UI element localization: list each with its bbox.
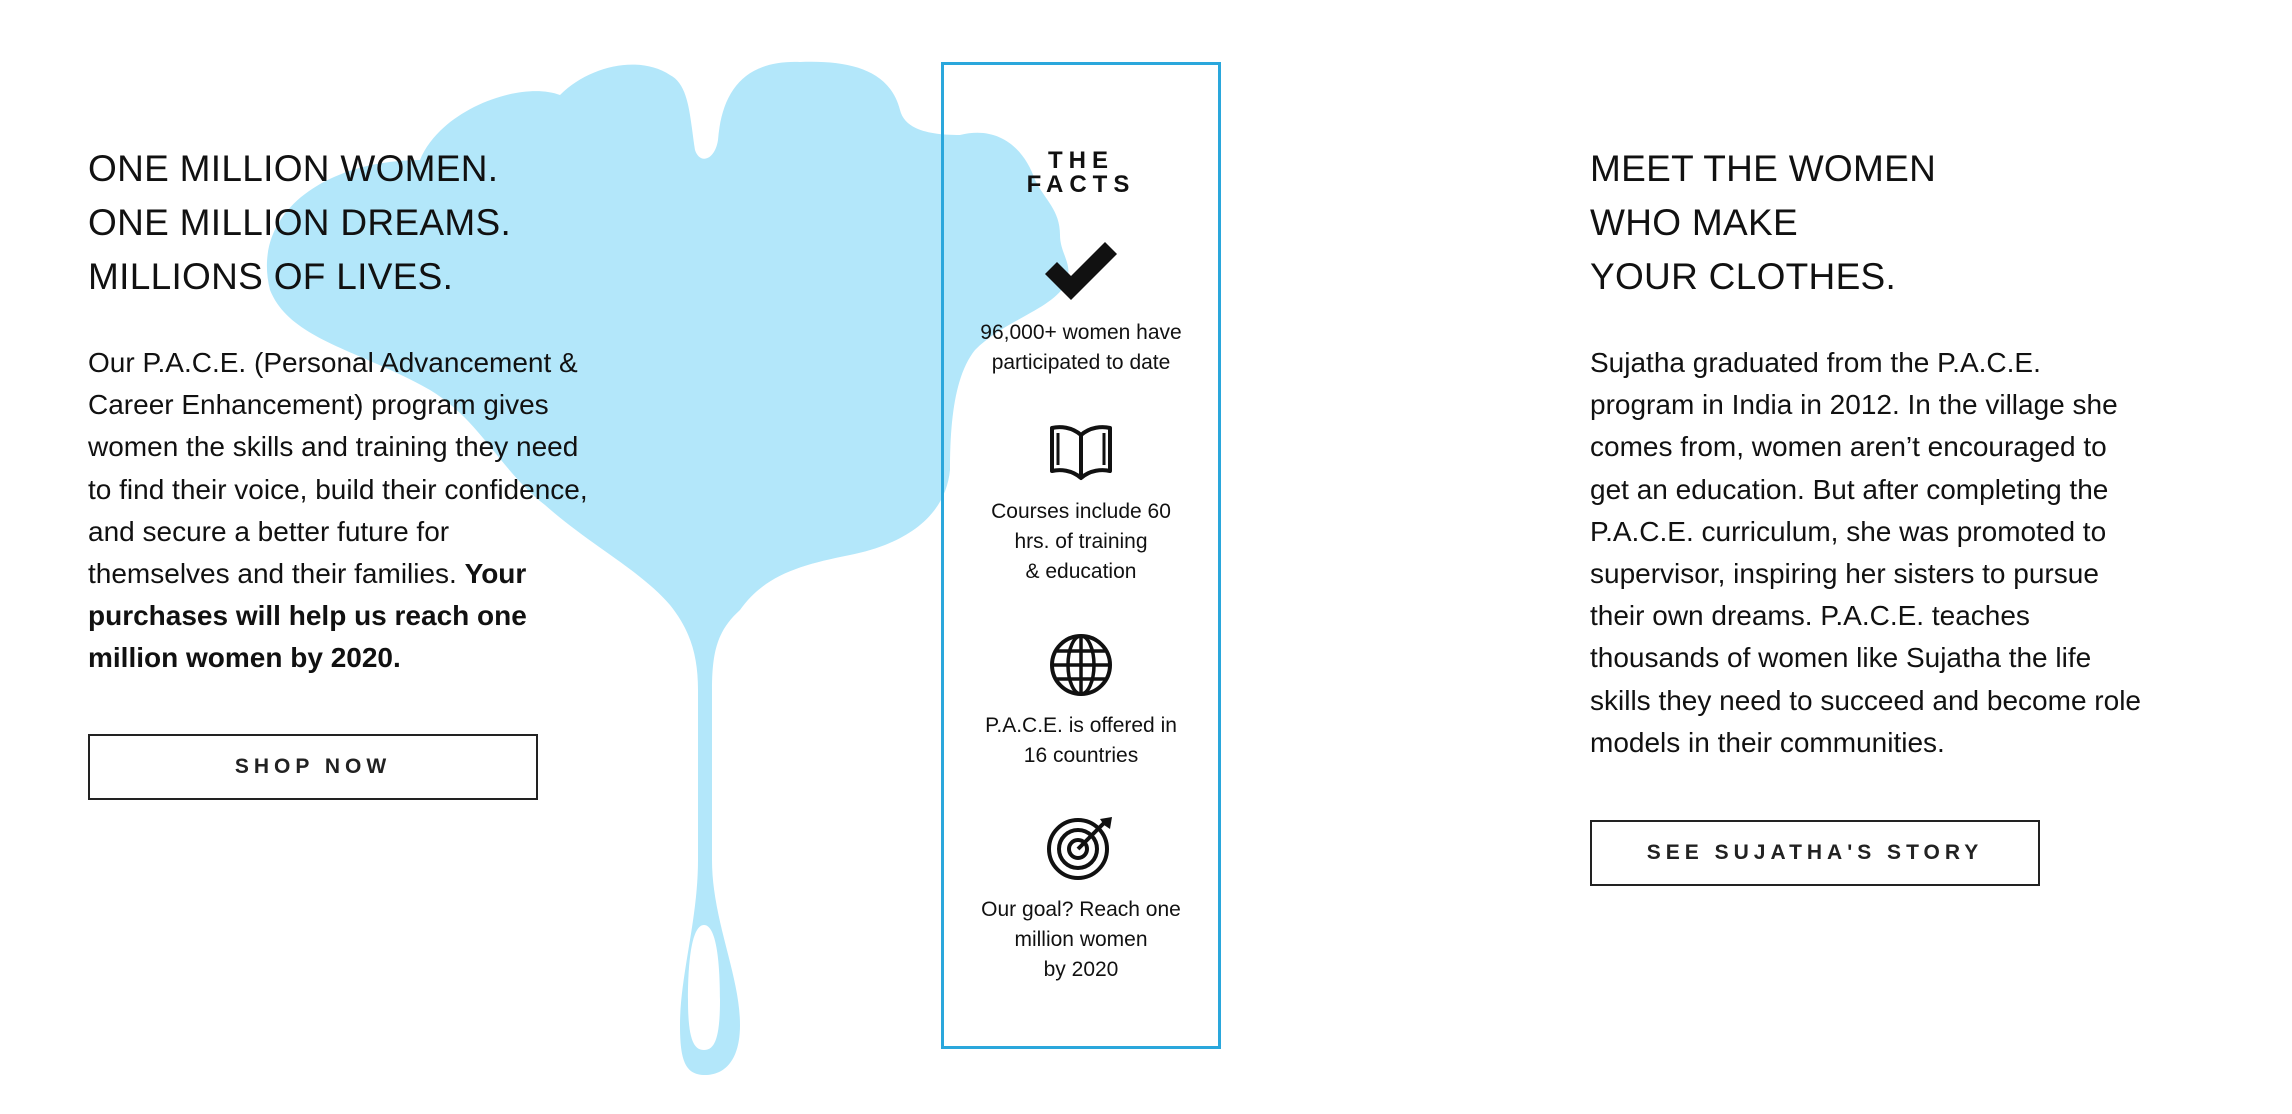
open-book-icon: [1048, 423, 1114, 483]
fact-line: & education: [1025, 560, 1137, 583]
pace-description: [88, 342, 588, 680]
sujatha-story-text: Sujatha graduated from the P.A.C.E. program in India in 2012. In the village she comes from, women aren’t encouraged to get an education. But after completing the P.A.C.E. curriculum, she was promoted to supervisor, inspiring her sisters to pursue their own dreams. P.A.C.E. teaches thousands of women like Sujatha the life skills they need to succeed and become role models in their communities.: [1590, 347, 2141, 758]
fact-item: [944, 633, 1218, 771]
meet-headline: [1590, 142, 2150, 304]
headline-line: MEET THE WOMEN: [1590, 148, 1937, 189]
facts-title-line: THE: [1048, 147, 1114, 174]
fact-item: [944, 423, 1218, 587]
headline-line: ONE MILLION DREAMS.: [88, 202, 512, 243]
meet-the-women-section: [1590, 142, 2150, 886]
pace-headline: [88, 142, 588, 304]
fact-line: participated to date: [991, 351, 1171, 374]
headline-line: ONE MILLION WOMEN.: [88, 148, 499, 189]
fact-line: Our goal? Reach one: [981, 898, 1181, 921]
fact-text: [966, 895, 1196, 985]
pace-description-emphasis: Your purchases will help us reach one million women by 2020.: [88, 558, 527, 674]
fact-line: P.A.C.E. is offered in: [985, 714, 1177, 737]
shop-now-button[interactable]: SHOP NOW: [88, 734, 538, 800]
fact-line: million women: [1014, 928, 1148, 951]
the-facts-panel: [941, 62, 1221, 1049]
fact-text: [966, 497, 1196, 587]
fact-text: [966, 711, 1196, 771]
fact-line: 96,000+ women have: [980, 321, 1182, 344]
fact-line: 16 countries: [1023, 744, 1139, 767]
fact-text: [966, 318, 1196, 378]
target-icon: [1046, 815, 1116, 881]
fact-line: Courses include 60: [991, 500, 1171, 523]
see-sujathas-story-button[interactable]: SEE SUJATHA'S STORY: [1590, 820, 2040, 886]
fact-item: [944, 815, 1218, 985]
checkmark-icon: [1041, 240, 1121, 304]
facts-title: [944, 149, 1218, 197]
pace-description-text: Our P.A.C.E. (Personal Advancement & Career Enhancement) program gives women the skills and training they need to find their voice, build their confidence, and secure a better future for themselves and their families.: [88, 347, 588, 590]
pace-intro-section: [88, 142, 588, 800]
facts-title-line: FACTS: [1026, 171, 1136, 198]
headline-line: YOUR CLOTHES.: [1590, 256, 1897, 297]
fact-item: [944, 240, 1218, 378]
fact-line: by 2020: [1043, 958, 1119, 981]
headline-line: WHO MAKE: [1590, 202, 1798, 243]
headline-line: MILLIONS OF LIVES.: [88, 256, 454, 297]
fact-line: hrs. of training: [1014, 530, 1148, 553]
globe-icon: [1049, 633, 1113, 697]
